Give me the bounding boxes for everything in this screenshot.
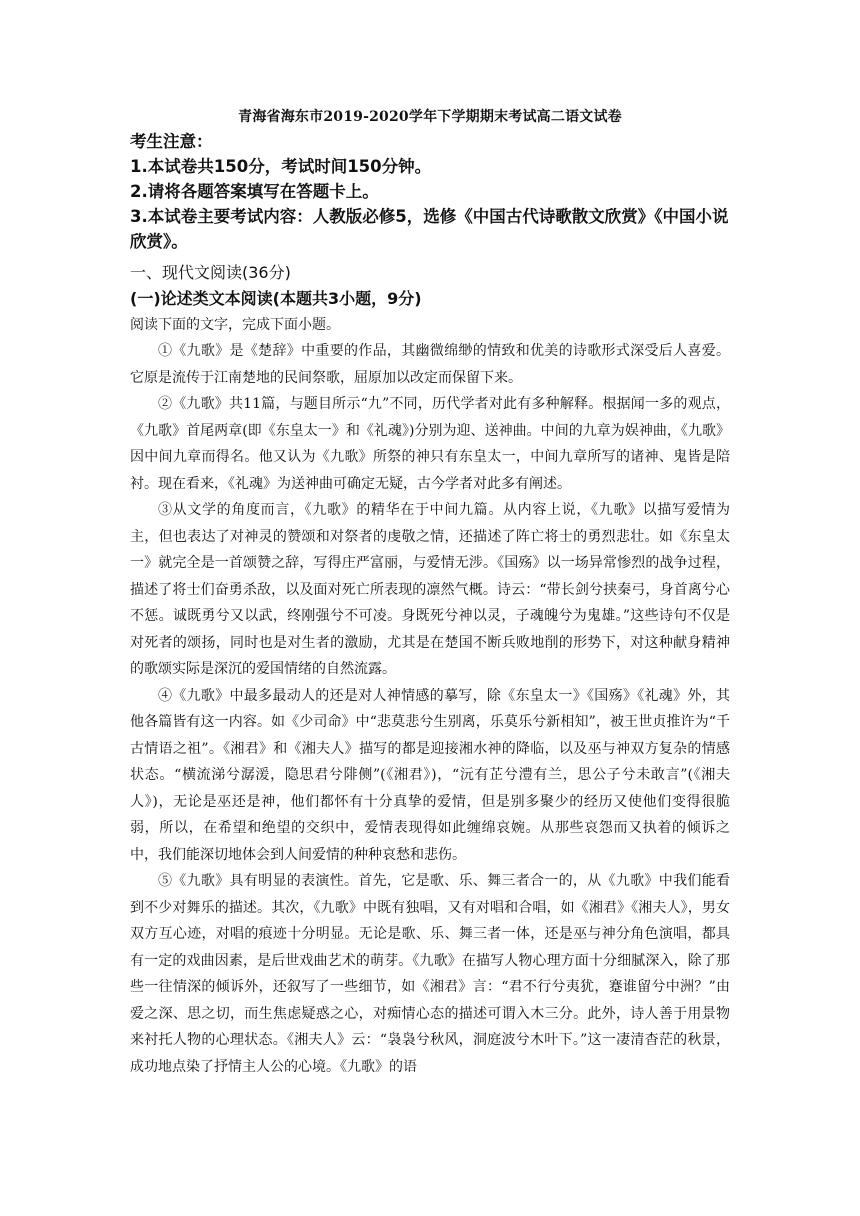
passage-paragraph: ②《九歌》共11篇，与题目所示“九”不同，历代学者对此有多种解释。根据闻一多的观点，《九歌》首尾两章(即《东皇太一》和《礼魂》)分别为迎、送神曲。中间的九章为娱神曲，《九歌》因中间九章而得名。他又认为《九歌》所祭的神只有东皇太一，中间九章所写的诸神、鬼皆是陪衬。现在看来，《礼魂》为送神曲可确定无疑，古今学者对此多有阐述。: [130, 396, 730, 492]
reading-instruction: 阅读下面的文字，完成下面小题。: [130, 317, 340, 333]
notice-item: 2.请将各题答案填写在答题卡上。: [130, 182, 379, 201]
passage-paragraph: ③从文学的角度而言，《九歌》的精华在于中间九篇。从内容上说，《九歌》以描写爱情为主，但也表达了对神灵的赞颂和对祭者的虔敬之情，还描述了阵亡将士的勇烈悲壮。如《东皇太一》就完全是一首颂赞之辞，写得庄严富丽，与爱情无涉。《国殇》以一场异常惨烈的战争过程，描述了将士们奋勇杀敌，以及面对死亡所表现的凛然气概。诗云：“带长剑兮挟秦弓，身首离兮心不惩。诚既勇兮又以武，终刚强兮不可凌。身既死兮神以灵，子魂魄兮为鬼雄。”这些诗句不仅是对死者的颂扬，同时也是对生者的激励，尤其是在楚国不断兵败地削的形势下，对这种献身精神的歌颂实际是深沉的爱国情绪的自然流露。: [130, 502, 730, 677]
section-subheading: (一)论述类文本阅读(本题共3小题，9分): [130, 289, 422, 308]
passage-paragraph: ④《九歌》中最多最动人的还是对人神情感的摹写，除《东皇太一》《国殇》《礼魂》外，其他各篇皆有这一内容。如《少司命》中“悲莫悲兮生别离，乐莫乐兮新相知”，被王世贞推许为“千古情语之祖”。《湘君》和《湘夫人》描写的都是迎接湘水神的降临，以及巫与神双方复杂的情感状态。“横流涕兮潺湲，隐思君兮陫侧”(《湘君》)，“沅有芷兮澧有兰，思公子兮未敢言”(《湘夫人》)，无论是巫还是神，他们都怀有十分真挚的爱情，但是别多聚少的经历又使他们变得很脆弱，所以，在希望和绝望的交织中，爱情表现得如此缠绵哀婉。从那些哀怨而又执着的倾诉之中，我们能深切地体会到人间爱情的种种哀愁和悲伤。: [130, 687, 730, 863]
passage: [130, 338, 730, 1080]
notice-heading: 考生注意：: [130, 132, 213, 151]
notice-item: 3.本试卷主要考试内容：人教版必修5，选修《中国古代诗歌散文欣赏》《中国小说欣赏》。: [130, 207, 729, 251]
exam-title: 青海省海东市2019-2020学年下学期期末考试高二语文试卷: [238, 109, 622, 125]
section-heading: 一、现代文阅读(36分): [130, 263, 291, 282]
notice-item: 1.本试卷共150分，考试时间150分钟。: [130, 157, 432, 176]
passage-paragraph: ①《九歌》是《楚辞》中重要的作品，其幽微绵缈的情致和优美的诗歌形式深受后人喜爱。它原是流传于江南楚地的民间祭歌，屈原加以改定而保留下来。: [130, 343, 730, 386]
notice-block: [130, 129, 740, 254]
section-block: [130, 260, 740, 312]
passage-paragraph: ⑤《九歌》具有明显的表演性。首先，它是歌、乐、舞三者合一的，从《九歌》中我们能看到不少对舞乐的描述。其次，《九歌》中既有独唱，又有对唱和合唱，如《湘君》《湘夫人》，男女双方互心迹，对唱的痕迹十分明显。无论是歌、乐、舞三者一体，还是巫与神分角色演唱，都具有一定的戏曲因素，是后世戏曲艺术的萌芽。《九歌》在描写人物心理方面十分细腻深入，除了那些一往情深的倾诉外，还叙写了一些细节，如《湘君》言：“君不行兮夷犹，蹇谁留兮中洲？”由爱之深、思之切，而生焦虑疑惑之心，对痴情心态的描述可谓入木三分。此外，诗人善于用景物来衬托人物的心理状态。《湘夫人》云：“袅袅兮秋风，洞庭波兮木叶下。”这一凄清杳茫的秋景，成功地点染了抒情主人公的心境。《九歌》的语: [130, 873, 730, 1075]
